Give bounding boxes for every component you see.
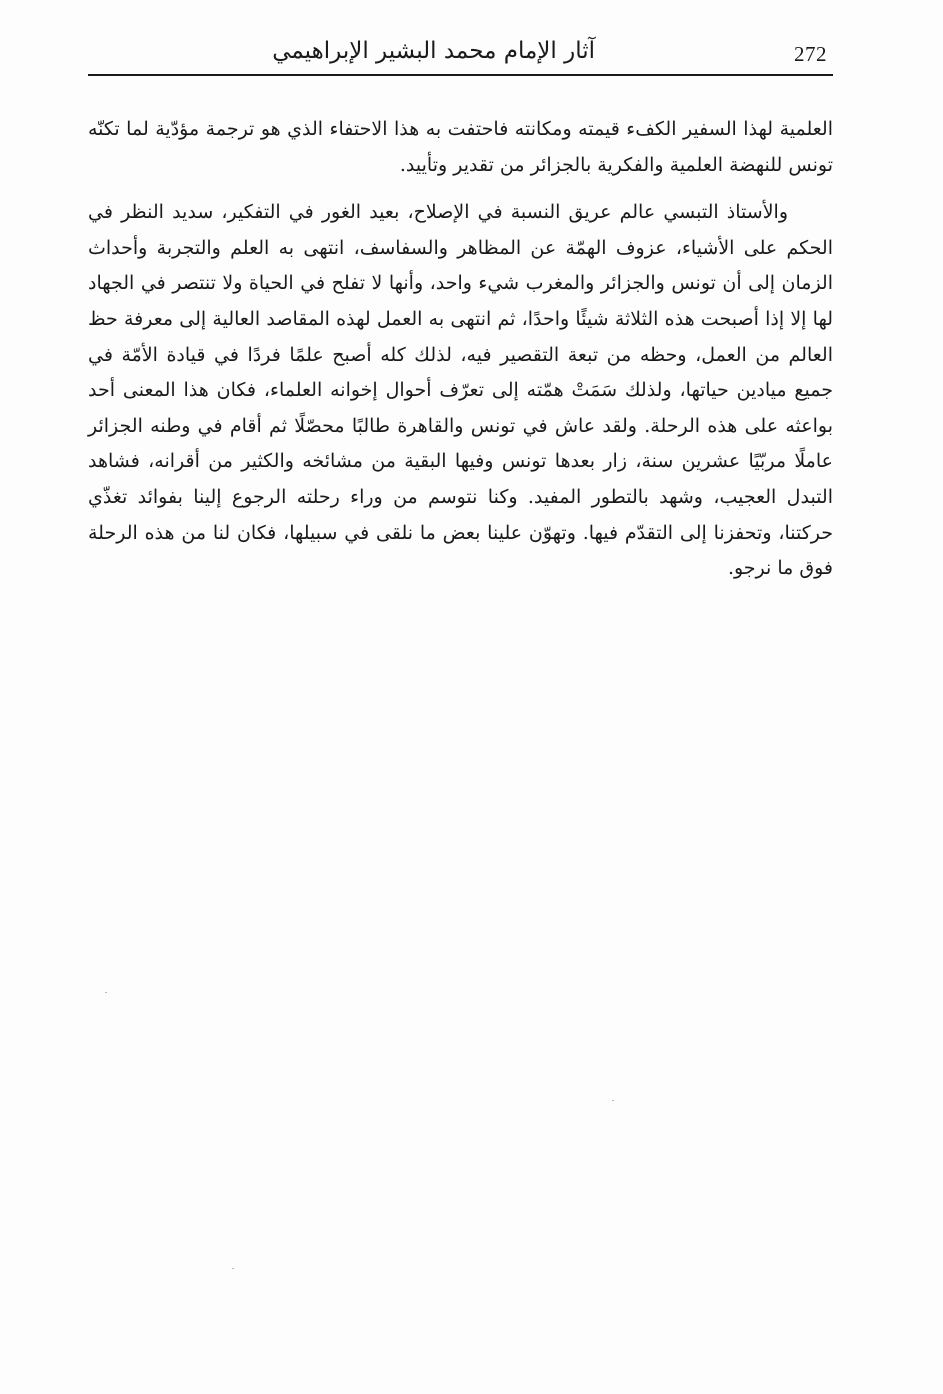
running-title: آثار الإمام محمد البشير الإبراهيمي bbox=[272, 38, 595, 64]
paragraph: والأستاذ التبسي عالم عريق النسبة في الإصلاح، بعيد الغور في التفكير، سديد النظر في الحكم على الأشياء، عزوف الهمّة عن المظاهر والسفاسف، انتهى به العلم والتجربة وأحداث الزمان إلى أن تونس والجزائر والمغرب شيء واحد، وأنها لا تفلح في الحياة ولا تنتصر في الجهاد لها إلا إذا أصبحت هذه الثلاثة شيئًا واحدًا، ثم انتهى به العمل لهذه المقاصد العالية إلى معرفة حظ العالم من العمل، وحظه من تبعة التقصير فيه، لذلك كله أصبح علمًا فردًا في قيادة الأمّة في جميع ميادين حياتها، ولذلك سَمَتْ همّته إلى تعرّف أحوال إخوانه العلماء، فكان هذا المعنى أحد بواعثه على هذه الرحلة. ولقد عاش في تونس والقاهرة طالبًا محصّلًا ثم أقام في وطنه الجزائر عاملًا مربّيًا عشرين سنة، زار بعدها تونس وفيها البقية من مشائخه والكثير من أقرانه، فشاهد التبدل العجيب، وشهد بالتطور المفيد. وكنا نتوسم من وراء رحلته الرجوع إلينا بفوائد تغذّي حركتنا، وتحفزنا إلى التقدّم فيها. وتهوّن علينا بعض ما نلقى في سبيلها، فكان لنا من هذه الرحلة فوق ما نرجو. bbox=[88, 201, 833, 580]
scan-speck bbox=[612, 1100, 614, 1101]
scan-speck bbox=[232, 1268, 234, 1269]
paragraph: العلمية لهذا السفير الكفء قيمته ومكانته فاحتفت به هذا الاحتفاء الذي هو ترجمة مؤدّية لما تكنّه تونس للنهضة العلمية والفكرية بالجزائر من تقدير وتأييد. bbox=[88, 118, 833, 176]
header-rule bbox=[88, 74, 833, 76]
body-text bbox=[88, 112, 833, 587]
page-number: 272 bbox=[794, 42, 827, 66]
scan-speck bbox=[105, 992, 107, 993]
page-header bbox=[88, 38, 833, 76]
